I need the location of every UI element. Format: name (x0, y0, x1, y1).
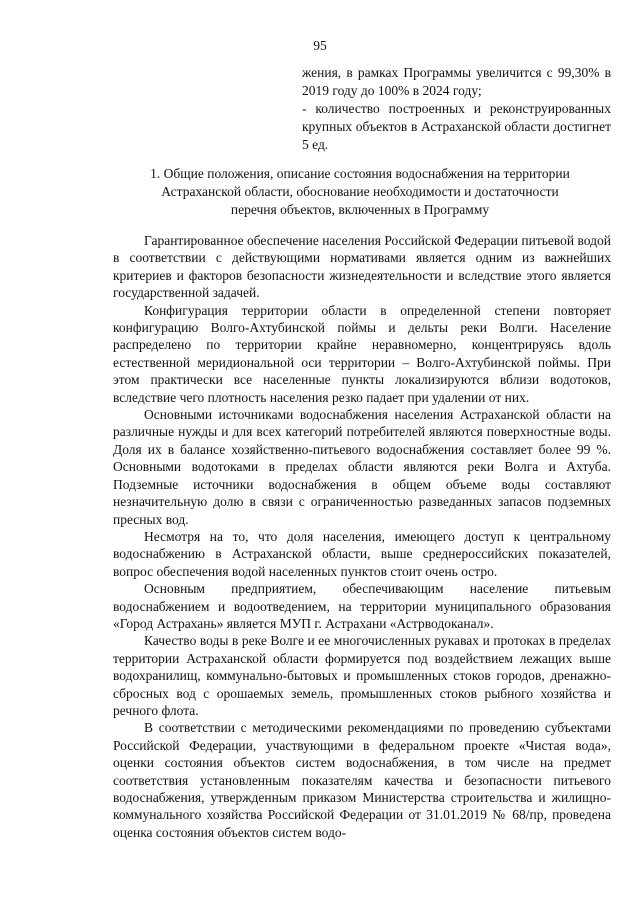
paragraph: Основными источниками водоснабжения населения Астраханской области на различные нужды и для всех категорий потребителей являются поверхностные воды. Доля их в балансе хозяйственно-питьевого водоснабжения составляет более 99 %. Основными водотоками в пределах области являются реки Волга и Ахтуба. Подземные источники водоснабжения в общем объеме воды составляют незначительную долю в связи с ограниченностью разведанных запасов подземных пресных вод. (113, 407, 611, 527)
continuation-block (302, 64, 611, 154)
section-heading: 1. Общие положения, описание состояния водоснабжения на территории Астраханской области, обоснование необходимости и достаточности перечня объектов, включенных в Программу (150, 166, 570, 217)
page-number: 95 (313, 38, 327, 53)
paragraph: Основным предприятием, обеспечивающим население питьевым водоснабжением и водоотведением, на территории муниципального образования «Город Астрахань» является МУП г. Астрахани «Астрводоканал». (113, 581, 611, 631)
paragraph: Конфигурация территории области в определенной степени повторяет конфигурацию Волго-Ахтубинской поймы и дельты реки Волги. Население распределено по территории крайне неравномерно, концентрируясь вдоль естественной меридиональной оси территории – Волго-Ахтубинской поймы. При этом практически все населенные пункты локализируются вблизи водотоков, вследствие чего плотность населения резко падает при удалении от них. (113, 302, 611, 405)
body-text (113, 232, 611, 841)
continuation-line: - количество построенных и реконструированных крупных объектов в Астраханской области достигнет 5 ед. (302, 101, 611, 152)
paragraph: Качество воды в реке Волге и ее многочисленных рукавах и протоках в пределах территории Астраханской области формируется под воздействием лежащих выше водохранилищ, коммунально-бытовых и промышленных стоков городов, дренажно-сбросных вод с орошаемых земель, промышленных стоков рыбного хозяйства и речного флота. (113, 633, 611, 718)
continuation-line: жения, в рамках Программы увеличится с 99,30% в 2019 году до 100% в 2024 году; (302, 65, 611, 98)
paragraph: Гарантированное обеспечение населения Российской Федерации питьевой водой в соответствии с действующими нормативами является одним из важнейших критериев и факторов безопасности жизнедеятельности и вследствие этого является государственной задачей. (113, 233, 611, 301)
paragraph: Несмотря на то, что доля населения, имеющего доступ к центральному водоснабжению в Астраханской области, выше среднероссийских показателей, вопрос обеспечения водой населенных пунктов стоит очень остро. (113, 528, 611, 579)
paragraph: В соответствии с методическими рекомендациями по проведению субъектами Российской Федерации, участвующими в федеральном проекте «Чистая вода», оценки состояния объектов систем водоснабжения, в том числе на предмет соответствия установленным показателям качества и безопасности питьевого водоснабжения, утвержденным приказом Министерства строительства и жилищно-коммунального хозяйства Российской Федерации от 31.01.2019 № 68/пр, проведена оценка состояния объектов систем водо- (113, 720, 611, 840)
